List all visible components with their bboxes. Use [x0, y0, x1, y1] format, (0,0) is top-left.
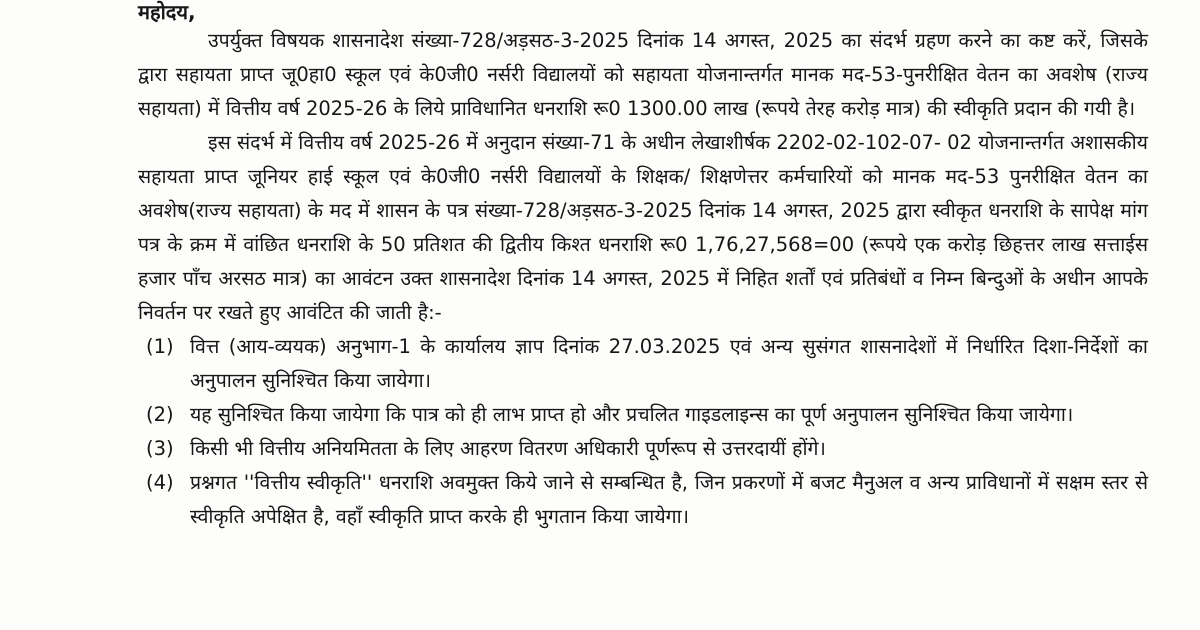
- paragraph-allotment: इस संदर्भ में वित्तीय वर्ष 2025-26 में अनुदान संख्या-71 के अधीन लेखाशीर्षक 2202-02-102-07- 02 योजनान्तर्गत अशासकीय सहायता प्राप्त जूनियर हाई स्कूल एवं के0जी0 नर्सरी विद्यालयों के शिक्षक/ शिक्षणेत्तर कर्मचारियों को मानक मद-53 पुनरीक्षित वेतन का अवशेष(राज्य सहायता) के मद में शासन के पत्र संख्या-728/अड़सठ-3-2025 दिनांक 14 अगस्त, 2025 द्वारा स्वीकृत धनराशि के सापेक्ष मांग पत्र के क्रम में वांछित धनराशि के 50 प्रतिशत की द्वितीय किश्त धनराशि रू0 1,76,27,568=00 (रूपये एक करोड़ छिहत्तर लाख सत्ताईस हजार पाँच अरसठ मात्र) का आवंटन उक्त शासनादेश दिनांक 14 अगस्त, 2025 में निहित शर्तों एवं प्रतिबंधों व निम्न बिन्दुओं के अधीन आपके निवर्तन पर रखते हुए आवंटित की जाती है:-: [138, 131, 1148, 324]
- paragraph-reference: उपर्युक्त विषयक शासनादेश संख्या-728/अड़सठ-3-2025 दिनांक 14 अगस्त, 2025 का संदर्भ ग्रहण करने का कष्ट करें, जिसके द्वारा सहायता प्राप्त जू0हा0 स्कूल एवं के0जी0 नर्सरी विद्यालयों को सहायता योजनान्तर्गत मानक मद-53-पुनरीक्षित वेतन का अवशेष (राज्य सहायता) में वित्तीय वर्ष 2025-26 के लिये प्राविधानित धनराशि रू0 1300.00 लाख (रूपये तेरह करोड़ मात्र) की स्वीकृति प्रदान की गयी है।: [138, 29, 1148, 120]
- salutation: महोदय,: [138, 0, 196, 24]
- list-item-text: वित्त (आय-व्ययक) अनुभाग-1 के कार्यालय ज्ञाप दिनांक 27.03.2025 एवं अन्य सुसंगत शासनादेशों में निर्धारित दिशा-निर्देशों का अनुपालन सुनिश्चित किया जायेगा।: [190, 335, 1148, 392]
- conditions-list: [138, 330, 1148, 534]
- list-item: [146, 432, 1148, 466]
- list-item-text: प्रश्नगत ''वित्तीय स्वीकृति'' धनराशि अवमुक्त किये जाने से सम्बन्धित है, जिन प्रकरणों में बजट मैनुअल व अन्य प्राविधानों में सक्षम स्तर से स्वीकृति अपेक्षित है, वहाँ स्वीकृति प्राप्त करके ही भुगतान किया जायेगा।: [190, 471, 1148, 528]
- list-item: [146, 398, 1148, 432]
- list-item: [146, 466, 1148, 534]
- list-item-number: (3): [146, 437, 174, 460]
- list-item-text: यह सुनिश्चित किया जायेगा कि पात्र को ही लाभ प्राप्त हो और प्रचलित गाइडलाइन्स का पूर्ण अनुपालन सुनिश्चित किया जायेगा।: [190, 403, 1074, 426]
- list-item: [146, 330, 1148, 398]
- list-item-number: (2): [146, 403, 174, 426]
- list-item-number: (1): [146, 335, 174, 358]
- list-item-text: किसी भी वित्तीय अनियमितता के लिए आहरण वितरण अधिकारी पूर्णरूप से उत्तरदायीं होंगे।: [190, 437, 826, 460]
- list-item-number: (4): [146, 471, 174, 494]
